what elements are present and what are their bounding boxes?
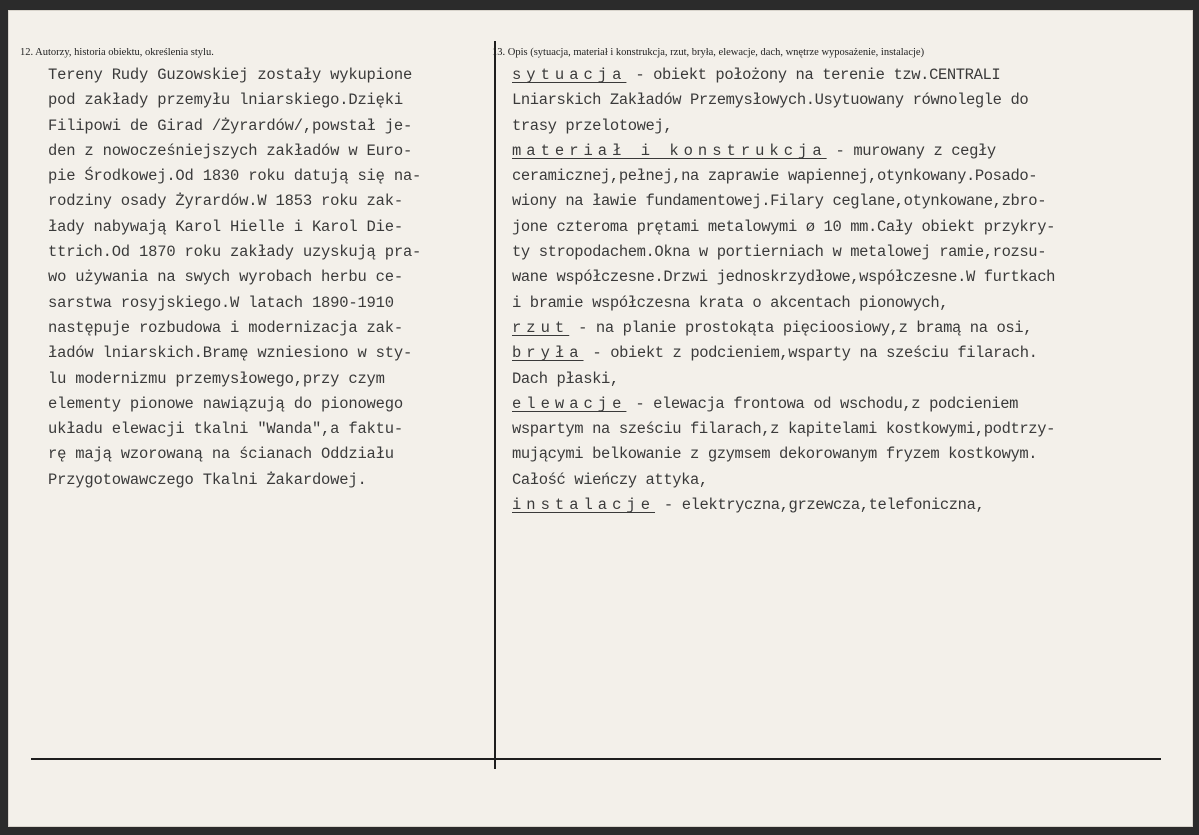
description-line bbox=[512, 493, 1055, 518]
description-keyword: bryła bbox=[512, 344, 584, 363]
history-text-line: następuje rozbudowa i modernizacja zak- bbox=[48, 318, 403, 337]
description-text: ty stropodachem.Okna w portierniach w metalowej ramie,rozsu- bbox=[512, 243, 1047, 262]
history-text-line: ttrich.Od 1870 roku zakłady uzyskują pra- bbox=[48, 243, 422, 262]
description-keyword: elewacje bbox=[512, 394, 627, 413]
history-text-line: den z nowocześniejszych zakładów w Euro- bbox=[48, 141, 413, 160]
bottom-rule bbox=[31, 758, 1161, 760]
description-text: - murowany z cegły bbox=[826, 141, 996, 160]
history-text-line: Tereny Rudy Guzowskiej zostały wykupione bbox=[48, 66, 413, 84]
history-text-line: Filipowi de Girad /Żyrardów/,powstał je- bbox=[48, 116, 413, 135]
description-line bbox=[512, 114, 1055, 139]
description-line bbox=[512, 316, 1055, 341]
history-text-line: sarstwa rosyjskiego.W latach 1890-1910 bbox=[48, 293, 394, 312]
description-text: jone czteroma prętami metalowymi ø 10 mm.Cały obiekt przykry- bbox=[512, 217, 1055, 236]
history-text-line: lu modernizmu przemysłowego,przy czym bbox=[48, 369, 385, 388]
description-text: wiony na ławie fundamentowej.Filary ceglane,otynkowane,zbro- bbox=[512, 192, 1047, 211]
history-text-line: rodziny osady Żyrardów.W 1853 roku zak- bbox=[48, 192, 403, 211]
description-text: - na planie prostokąta pięcioosiowy,z bramą na osi, bbox=[569, 318, 1033, 337]
description-line bbox=[512, 164, 1055, 189]
description-line bbox=[512, 265, 1055, 290]
description-line bbox=[512, 392, 1055, 417]
description-text: wspartym na sześciu filarach,z kapitelami kostkowymi,podtrzy- bbox=[512, 420, 1055, 439]
section-12-body bbox=[48, 63, 421, 493]
description-text: - obiekt położony na terenie tzw.CENTRALI bbox=[626, 66, 1001, 84]
history-text-line: rę mają wzorowaną na ścianach Oddziału bbox=[48, 445, 394, 464]
section-13-header: 13. Opis (sytuacja, materiał i konstrukcja, rzut, bryła, elewacje, dach, wnętrze wyposażenie, instalacje) bbox=[492, 47, 925, 58]
history-text-line: łady nabywają Karol Hielle i Karol Die- bbox=[48, 217, 403, 236]
description-text: - elewacja frontowa od wschodu,z podcieniem bbox=[626, 394, 1019, 413]
history-text-line: ładów lniarskich.Bramę wzniesiono w sty- bbox=[48, 344, 413, 363]
description-line bbox=[512, 417, 1055, 442]
description-text: ceramicznej,pełnej,na zaprawie wapiennej,otynkowany.Posado- bbox=[512, 167, 1038, 186]
history-text-line: układu elewacji tkalni "Wanda",a faktu- bbox=[48, 420, 403, 439]
description-text: Całość wieńczy attyka, bbox=[512, 470, 708, 489]
section-13-body bbox=[512, 63, 1055, 518]
history-text-line: pod zakłady przemyłu lniarskiego.Dzięki bbox=[48, 91, 403, 110]
description-text: Lniarskich Zakładów Przemysłowych.Usytuowany równolegle do bbox=[512, 91, 1029, 110]
description-keyword: materiał i konstrukcja bbox=[512, 141, 827, 160]
history-text-line: elementy pionowe nawiązują do pionowego bbox=[48, 394, 403, 413]
description-line bbox=[512, 442, 1055, 467]
description-line bbox=[512, 88, 1055, 113]
description-line bbox=[512, 341, 1055, 366]
description-text: - elektryczna,grzewcza,telefoniczna, bbox=[655, 496, 985, 515]
section-12-header: 12. Autorzy, historia obiektu, określenia stylu. bbox=[20, 47, 214, 58]
description-line bbox=[512, 240, 1055, 265]
description-text: Dach płaski, bbox=[512, 369, 619, 388]
description-line bbox=[512, 189, 1055, 214]
description-keyword: sytuacja bbox=[512, 66, 627, 84]
column-divider bbox=[494, 41, 496, 769]
description-keyword: rzut bbox=[512, 318, 570, 337]
description-line bbox=[512, 139, 1055, 164]
description-line bbox=[512, 468, 1055, 493]
description-line bbox=[512, 291, 1055, 316]
description-keyword: instalacje bbox=[512, 496, 656, 515]
description-text: trasy przelotowej, bbox=[512, 116, 673, 135]
history-text-line: wo używania na swych wyrobach herbu ce- bbox=[48, 268, 403, 287]
description-line bbox=[512, 215, 1055, 240]
description-line bbox=[512, 367, 1055, 392]
history-text-line: pie Środkowej.Od 1830 roku datują się na- bbox=[48, 167, 422, 186]
description-text: wane współczesne.Drzwi jednoskrzydłowe,współczesne.W furtkach bbox=[512, 268, 1055, 287]
history-text-line: Przygotowawczego Tkalni Żakardowej. bbox=[48, 470, 367, 489]
description-text: i bramie współczesna krata o akcentach pionowych, bbox=[512, 293, 949, 312]
description-text: - obiekt z podcieniem,wsparty na sześciu filarach. bbox=[583, 344, 1038, 363]
description-line bbox=[512, 63, 1055, 88]
description-text: mującymi belkowanie z gzymsem dekorowanym fryzem kostkowym. bbox=[512, 445, 1038, 464]
